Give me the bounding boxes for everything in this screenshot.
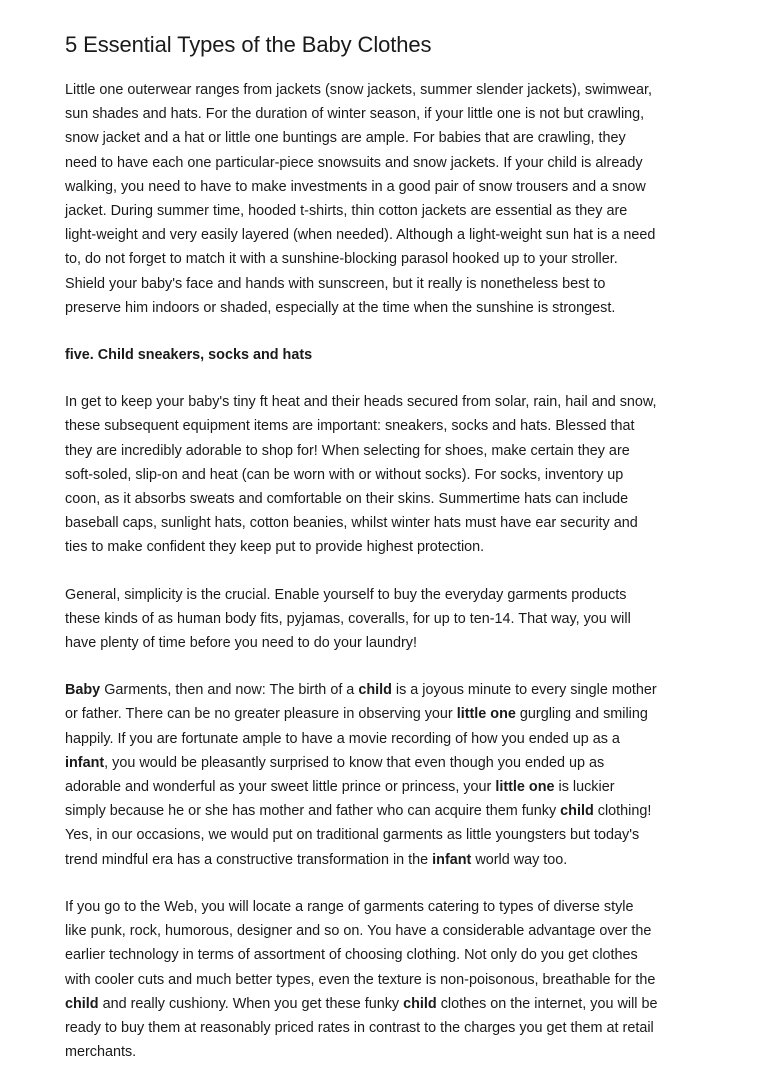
text-line: need to have each one particular-piece snowsuits and snow jackets. If your child is already (65, 154, 643, 171)
text-line: ties to make confident they keep put to provide highest protection. (65, 539, 485, 556)
text-run: is a joyous minute to every single mother (391, 682, 657, 699)
text-line: General, simplicity is the crucial. Enable yourself to buy the everyday garments products (65, 586, 627, 603)
text-line: happily. If you are fortunate ample to have a movie recording of how you ended up as a (65, 730, 620, 747)
text-line: In get to keep your baby's tiny ft heat and their heads secured from solar, rain, hail and snow, (65, 394, 657, 411)
text-line: sun shades and hats. For the duration of winter season, if your little one is not but crawling, (65, 106, 645, 123)
text-line: baseball caps, sunlight hats, cotton beanies, whilst winter hats must have ear security and (65, 515, 638, 532)
text-run: Garments, then and now: The birth of a (100, 682, 359, 699)
text-line: earlier technology in terms of assortment of choosing clothing. Not only do you get clothes (65, 947, 638, 964)
text-line (65, 848, 725, 872)
paragraph-then-and-now (65, 678, 725, 872)
text-line: If you go to the Web, you will locate a range of garments catering to types of diverse style (65, 898, 634, 915)
text-run: world way too. (471, 851, 568, 868)
text-run: clothing! (593, 803, 652, 820)
keyword: infant (65, 754, 105, 771)
keyword: infant (432, 851, 472, 868)
document-title: 5 Essential Types of the Baby Clothes (65, 32, 432, 57)
keyword: child (65, 995, 99, 1012)
text-run: trend mindful era has a constructive transformation in the (65, 851, 433, 868)
paragraph-simplicity (65, 583, 725, 656)
keyword: little one (495, 779, 555, 796)
text-line: have plenty of time before you need to do your laundry! (65, 635, 417, 652)
text-line: Little one outerwear ranges from jackets (snow jackets, summer slender jackets), swimwear, (65, 82, 653, 98)
keyword: child (358, 682, 392, 699)
text-line (65, 702, 725, 726)
keyword: child (560, 803, 594, 820)
section-heading: five. Child sneakers, socks and hats (65, 347, 313, 364)
text-line: these subsequent equipment items are important: sneakers, socks and hats. Blessed that (65, 418, 635, 435)
text-line (65, 751, 725, 775)
text-line (65, 799, 725, 823)
text-run: clothes on the internet, you will be (436, 995, 658, 1012)
text-line: merchants. (65, 1044, 137, 1061)
text-line: preserve him indoors or shaded, especially at the time when the sunshine is strongest. (65, 299, 616, 316)
text-run: or father. There can be no greater pleasure in observing your (65, 706, 457, 723)
text-line: soft-soled, slip-on and heat (can be worn with or without socks). For socks, inventory up (65, 466, 624, 483)
text-line (65, 992, 725, 1016)
text-run: is luckier (554, 779, 615, 796)
text-line: coon, as it absorbs sweats and comfortable on their skins. Summertime hats can include (65, 491, 629, 508)
text-line: ready to buy them at reasonably priced rates in contrast to the charges you get them at retail (65, 1019, 654, 1036)
text-run: and really cushiony. When you get these funky (98, 995, 404, 1012)
text-line: Shield your baby's face and hands with sunscreen, but it really is nonetheless best to (65, 275, 606, 292)
keyword: little one (456, 706, 516, 723)
text-line: to, do not forget to match it with a sunshine-blocking parasol hooked up to your stroller. (65, 251, 618, 268)
keyword: child (403, 995, 437, 1012)
paragraph-sneakers-socks-hats (65, 390, 725, 559)
document-page (65, 30, 725, 1087)
text-line: snow jacket and a hat or little one buntings are ample. For babies that are crawling, they (65, 130, 626, 147)
text-line (65, 775, 725, 799)
text-line: these kinds of as human body fits, pyjamas, coveralls, for up to ten-14. That way, you will (65, 610, 631, 627)
text-line: they are incredibly adorable to shop for! When selecting for shoes, make certain they are (65, 442, 630, 459)
text-run: simply because he or she has mother and father who can acquire them funky (65, 803, 561, 820)
keyword: Baby (65, 682, 101, 699)
text-run: adorable and wonderful as your sweet little prince or princess, your (65, 779, 496, 796)
text-line: Yes, in our occasions, we would put on traditional garments as little youngsters but today's (65, 827, 640, 844)
text-run: gurgling and smiling (515, 706, 648, 723)
text-line (65, 678, 725, 702)
paragraph-outerwear (65, 78, 725, 320)
text-line: light-weight and very easily layered (when needed). Although a light-weight sun hat is a need (65, 227, 656, 244)
text-line: with cooler cuts and much better types, even the texture is non-poisonous, breathable for the (65, 971, 656, 988)
text-line: walking, you need to have to make investments in a good pair of snow trousers and a snow (65, 178, 646, 195)
paragraph-web-shopping (65, 895, 725, 1064)
text-line: jacket. During summer time, hooded t-shirts, thin cotton jackets are essential as they are (65, 203, 628, 220)
text-run: , you would be pleasantly surprised to know that even though you ended up as (104, 754, 605, 771)
text-line: like punk, rock, humorous, designer and so on. You have a considerable advantage over the (65, 923, 652, 940)
